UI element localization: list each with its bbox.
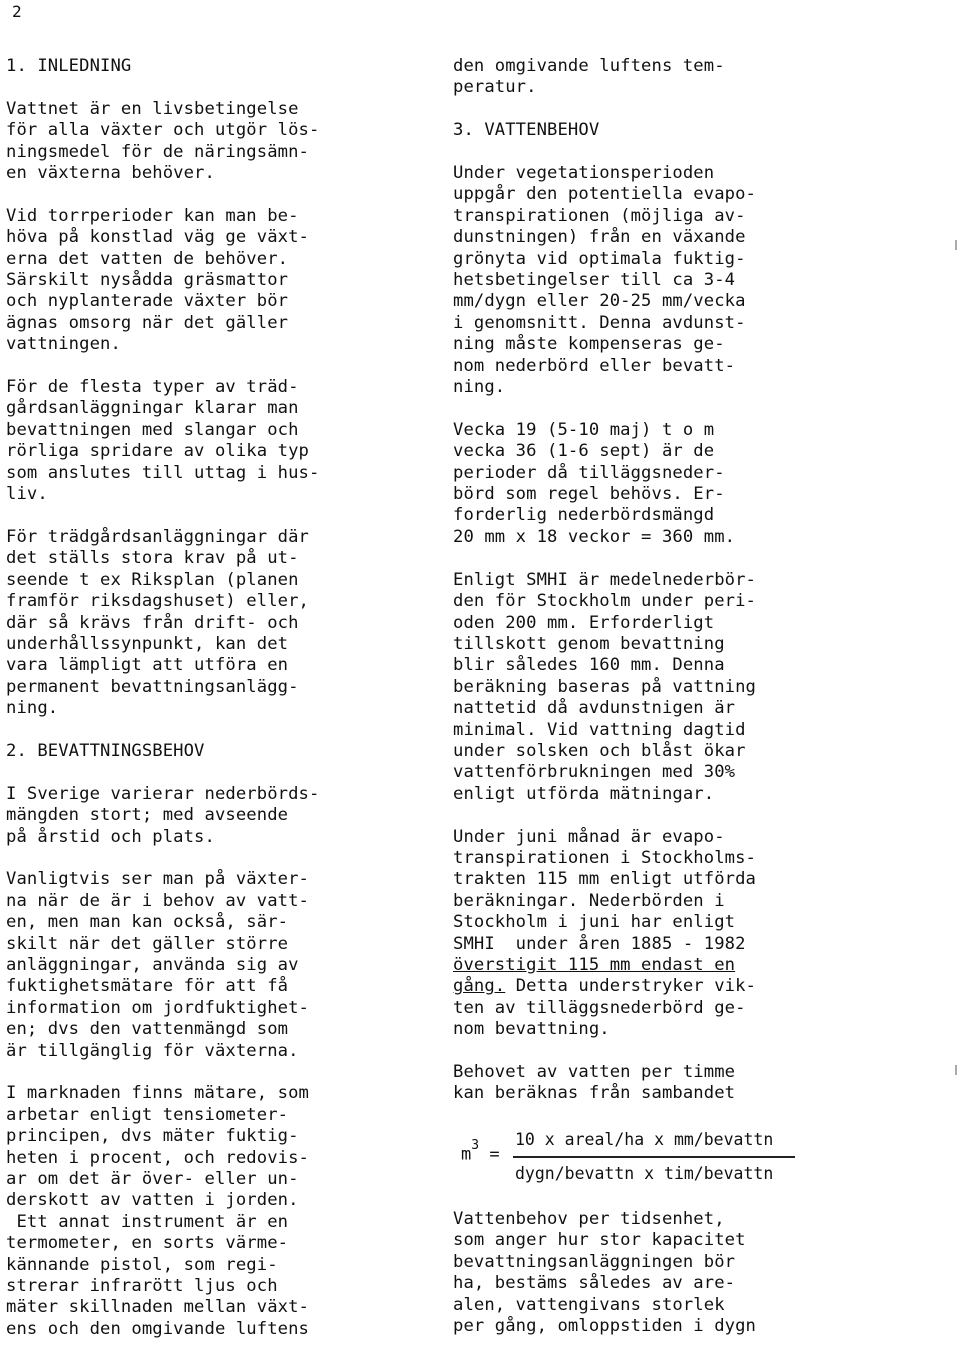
text-line: Enligt SMHI är medelnederbör-	[453, 569, 756, 590]
text-line: underhållssynpunkt, kan det	[6, 633, 289, 654]
paragraph	[453, 570, 873, 805]
text-line: framför riksdagshuset) eller,	[6, 591, 309, 612]
text-line: börd som regel behövs. Er-	[453, 484, 725, 505]
text-line: som anslutes till uttag i hus-	[6, 462, 320, 483]
paragraph	[6, 527, 426, 720]
text-line: rörliga spridare av olika typ	[6, 441, 309, 462]
text-line: 20 mm x 18 veckor = 360 mm.	[453, 526, 736, 547]
text-line: I Sverige varierar nederbörds-	[6, 783, 320, 804]
text-line: Ett annat instrument är en	[6, 1211, 289, 1232]
paragraph-gap	[453, 142, 873, 163]
text-line: ning.	[453, 377, 506, 398]
paragraph	[453, 163, 873, 398]
text-line: vattenförbrukningen med 30%	[453, 762, 736, 783]
scan-artifact	[955, 1065, 957, 1075]
text-line: enligt utförda mätningar.	[453, 783, 715, 804]
text-line: den omgivande luftens tem-	[453, 56, 725, 76]
text-line: ten av tilläggsnederbörd ge-	[453, 997, 746, 1018]
underlined-text: gång.	[453, 976, 506, 997]
text-line: i genomsnitt. Denna avdunst-	[453, 312, 746, 333]
text-line: strerar infrarött ljus och	[6, 1276, 278, 1297]
text-line: skilt när det gäller större	[6, 933, 289, 954]
text-line: ägnas omsorg när det gäller	[6, 312, 289, 333]
formula-equals: =	[489, 1144, 500, 1165]
paragraph-gap	[6, 1062, 426, 1083]
text-line: Vattnet är en livsbetingelse	[6, 98, 299, 119]
paragraph	[6, 784, 426, 848]
text-line: arbetar enligt tensiometer-	[6, 1104, 289, 1125]
text-line: Vecka 19 (5-10 maj) t o m	[453, 419, 715, 440]
paragraph	[6, 206, 426, 356]
text-tail: Detta understryker vik-	[505, 976, 756, 997]
text-line: och nyplanterade växter bör	[6, 291, 289, 312]
paragraph	[6, 869, 426, 1062]
text-line: vattningen.	[6, 334, 121, 355]
text-line: under solsken och blåst ökar	[453, 740, 746, 761]
paragraph	[453, 827, 873, 1041]
underlined-text: överstigit 115 mm endast en	[453, 954, 736, 975]
text-line: forderlig nederbördsmängd	[453, 505, 715, 526]
text-line: För trädgårdsanläggningar där	[6, 526, 309, 547]
formula-numerator: 10 x areal/ha x mm/bevattn	[515, 1130, 774, 1149]
text-line: grönyta vid optimala fuktig-	[453, 248, 746, 269]
text-line: gårdsanläggningar klarar man	[6, 398, 299, 419]
text-line: en, men man kan också, sär-	[6, 912, 289, 933]
text-line: nattetid då avdunstnigen är	[453, 698, 736, 719]
text-line: ning.	[6, 698, 59, 719]
paragraph-gap	[6, 505, 426, 526]
text-line: minimal. Vid vattning dagtid	[453, 719, 746, 740]
text-line: för alla växter och utgör lös-	[6, 120, 320, 141]
text-line: Vid torrperioder kan man be-	[6, 205, 299, 226]
text-line: ning måste kompenseras ge-	[453, 334, 725, 355]
text-line: oden 200 mm. Erforderligt	[453, 612, 715, 633]
paragraph-gap	[6, 848, 426, 869]
paragraph-gap	[453, 805, 873, 826]
right-column	[453, 56, 873, 1105]
text-line: beräkningar. Nederbörden i	[453, 890, 725, 911]
text-line: bevattningen med slangar och	[6, 419, 299, 440]
text-line: termometer, en sorts värme-	[6, 1233, 289, 1254]
paragraph	[6, 99, 426, 185]
text-line: Stockholm i juni har enligt	[453, 912, 736, 933]
text-line	[453, 955, 873, 976]
text-line: ha, bestäms således av are-	[453, 1273, 736, 1294]
formula-exponent: 3	[471, 1138, 480, 1153]
text-line: permanent bevattningsanlägg-	[6, 676, 299, 697]
text-line: Särskilt nysådda gräsmattor	[6, 270, 289, 291]
text-line: För de flesta typer av träd-	[6, 377, 299, 398]
paragraph	[453, 420, 873, 548]
text-line: blir således 160 mm. Denna	[453, 655, 725, 676]
section-heading: 2. BEVATTNINGSBEHOV	[6, 740, 205, 761]
text-line: Under vegetationsperioden	[453, 163, 715, 183]
paragraph-gap	[6, 77, 426, 98]
text-line: fuktighetsmätare för att få	[6, 976, 289, 997]
text-line: transpirationen i Stockholms-	[453, 847, 756, 868]
paragraph-gap	[453, 398, 873, 419]
text-line: vecka 36 (1-6 sept) är de	[453, 441, 715, 462]
text-line	[453, 976, 873, 997]
formula-denominator: dygn/bevattn x tim/bevattn	[515, 1164, 774, 1183]
text-line: transpirationen (möjliga av-	[453, 205, 746, 226]
text-line: Vattenbehov per tidsenhet,	[453, 1209, 725, 1229]
text-line: ningsmedel för de näringsämn-	[6, 141, 309, 162]
water-demand-formula	[453, 1128, 853, 1192]
text-line: Behovet av vatten per timme	[453, 1062, 736, 1082]
text-line: mm/dygn eller 20-25 mm/vecka	[453, 291, 746, 312]
text-line: höva på konstlad väg ge växt-	[6, 227, 309, 248]
text-line: vara lämpligt att utföra en	[6, 655, 289, 676]
text-line: kännande pistol, som regi-	[6, 1254, 278, 1275]
text-line: den för Stockholm under peri-	[453, 591, 756, 612]
text-line: trakten 115 mm enligt utförda	[453, 869, 756, 890]
text-line: principen, dvs mäter fuktig-	[6, 1126, 299, 1147]
text-line: perioder då tilläggsneder-	[453, 462, 725, 483]
text-line: kan beräknas från sambandet	[453, 1083, 736, 1104]
paragraph-gap	[6, 762, 426, 783]
text-line: nom bevattning.	[453, 1019, 610, 1040]
paragraph	[6, 1083, 426, 1340]
paragraph-gap	[6, 720, 426, 741]
text-line: Under juni månad är evapo-	[453, 826, 725, 847]
left-column	[6, 56, 426, 1340]
text-line: per gång, omloppstiden i dygn	[453, 1316, 756, 1337]
text-line: I marknaden finns mätare, som	[6, 1083, 309, 1104]
scan-artifact	[955, 240, 957, 250]
text-line: ens och den omgivande luftens	[6, 1318, 309, 1339]
text-line: där så krävs från drift- och	[6, 612, 299, 633]
paragraph-gap	[453, 548, 873, 569]
text-line: na när de är i behov av vatt-	[6, 890, 309, 911]
text-line: peratur.	[453, 77, 537, 98]
text-line: anläggningar, använda sig av	[6, 954, 299, 975]
formula-lhs: $m^3$ =	[461, 1138, 500, 1165]
text-line: seende t ex Riksplan (planen	[6, 569, 299, 590]
paragraph	[453, 1062, 873, 1105]
text-line: det ställs stora krav på ut-	[6, 548, 299, 569]
text-line: bevattningsanläggningen bör	[453, 1251, 736, 1272]
text-line: på årstid och plats.	[6, 826, 215, 847]
text-line: en växterna behöver.	[6, 163, 215, 184]
text-line: beräkning baseras på vattning	[453, 676, 756, 697]
paragraph	[6, 377, 426, 505]
text-line: mäter skillnaden mellan växt-	[6, 1297, 309, 1318]
text-line: SMHI under åren 1885 - 1982	[453, 933, 746, 954]
paragraph-gap	[453, 99, 873, 120]
paragraph-gap	[6, 356, 426, 377]
text-line: är tillgänglig för växterna.	[6, 1040, 299, 1061]
text-line: mängden stort; med avseende	[6, 805, 289, 826]
section-heading: 3. VATTENBEHOV	[453, 120, 600, 141]
text-line: heten i procent, och redovis-	[6, 1147, 309, 1168]
paragraph-gap	[453, 1041, 873, 1062]
text-line: derskott av vatten i jorden.	[6, 1190, 299, 1211]
section-heading: 1. INLEDNING	[6, 56, 132, 76]
text-line: tillskott genom bevattning	[453, 633, 725, 654]
text-line: erna det vatten de behöver.	[6, 248, 289, 269]
text-line: som anger hur stor kapacitet	[453, 1230, 746, 1251]
fraction-bar	[513, 1156, 795, 1158]
paragraph	[453, 56, 873, 99]
text-line: Vanligtvis ser man på växter-	[6, 869, 309, 890]
text-line: dunstningen) från en växande	[453, 227, 746, 248]
text-line: en; dvs den vattenmängd som	[6, 1019, 289, 1040]
text-line: hetsbetingelser till ca 3-4	[453, 270, 736, 291]
text-line: uppgår den potentiella evapo-	[453, 184, 756, 205]
paragraph-gap	[6, 184, 426, 205]
text-line: alen, vattengivans storlek	[453, 1294, 725, 1315]
right-bottom-paragraph	[453, 1209, 873, 1337]
text-line: liv.	[6, 484, 48, 505]
text-line: information om jordfuktighet-	[6, 997, 309, 1018]
text-line: nom nederbörd eller bevatt-	[453, 355, 736, 376]
page-number: 2	[12, 2, 22, 21]
text-line: ar om det är över- eller un-	[6, 1169, 299, 1189]
